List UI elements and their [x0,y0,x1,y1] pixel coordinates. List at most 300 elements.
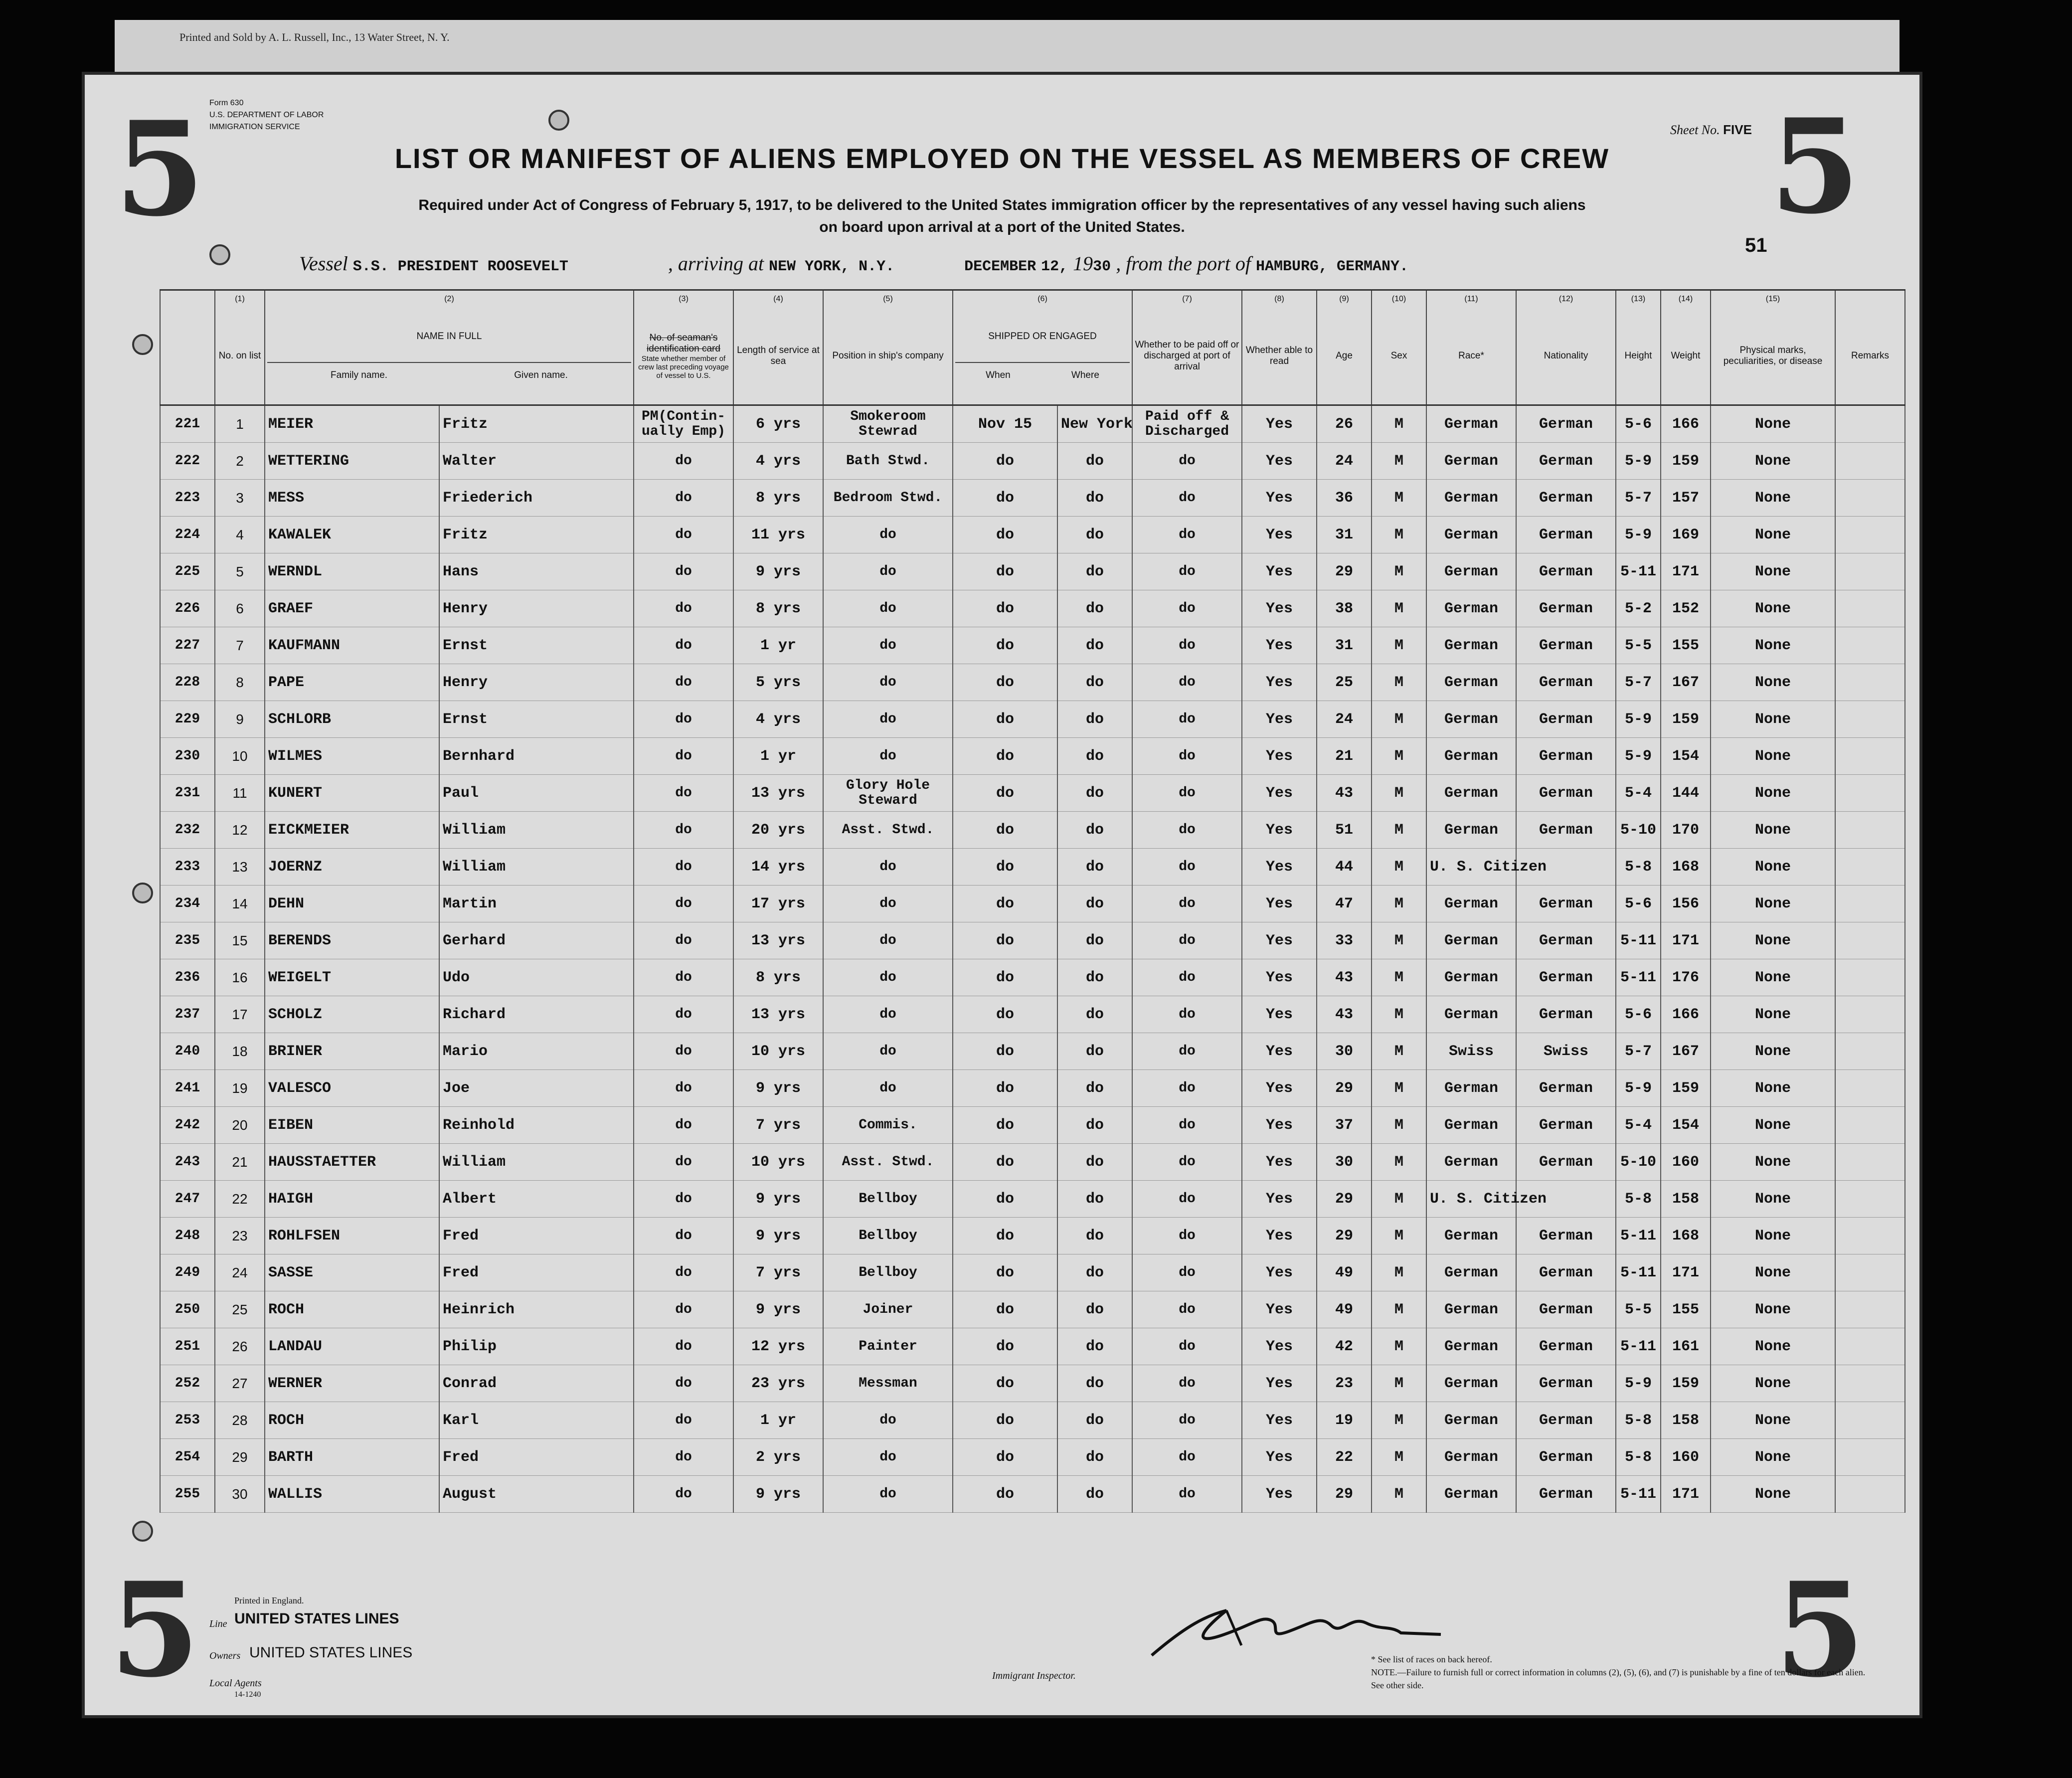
length-of-service: 12 yrs [733,1328,823,1365]
able-to-read: Yes [1242,1144,1317,1181]
shipped-when: do [953,701,1057,738]
header-physical: Physical marks, peculiarities, or disease [1711,308,1835,405]
row-number: 15 [215,922,265,959]
sex: M [1372,1070,1426,1107]
remarks [1835,1402,1905,1439]
height: 5-5 [1616,1291,1661,1328]
row-number: 19 [215,1070,265,1107]
big-number-bottom-left: 5 [110,1554,200,1706]
row-index: 251 [160,1328,215,1365]
weight: 158 [1661,1402,1711,1439]
row-index: 233 [160,849,215,886]
race: German [1426,590,1516,627]
sex: M [1372,627,1426,664]
sex: M [1372,959,1426,996]
shipped-where: do [1057,922,1132,959]
ship-position: do [823,922,953,959]
able-to-read: Yes [1242,812,1317,849]
able-to-read: Yes [1242,1439,1317,1476]
ship-position: do [823,1070,953,1107]
shipped-where: do [1057,1439,1132,1476]
vessel-label: Vessel [299,252,348,275]
binder-hole [209,244,230,265]
given-name: Karl [439,1402,634,1439]
height: 5-9 [1616,738,1661,775]
shipped-when: do [953,443,1057,480]
department: U.S. DEPARTMENT OF LABOR [209,111,324,119]
ship-position: do [823,996,953,1033]
id-card: do [634,886,733,922]
shipped-where: do [1057,1033,1132,1070]
family-name: MESS [265,480,439,517]
height: 5-11 [1616,1476,1661,1513]
nationality: German [1516,812,1616,849]
col-num-blank [1835,290,1905,308]
owners-label: Owners [209,1650,241,1661]
row-number: 24 [215,1254,265,1291]
able-to-read: Yes [1242,553,1317,590]
family-name: WETTERING [265,443,439,480]
physical-marks: None [1711,627,1835,664]
remarks [1835,1476,1905,1513]
race: German [1426,627,1516,664]
shipped-where: do [1057,1070,1132,1107]
shipped-when: do [953,1033,1057,1070]
sex: M [1372,1181,1426,1218]
ship-position: do [823,959,953,996]
remarks [1835,1107,1905,1144]
sex: M [1372,1365,1426,1402]
given-name: August [439,1476,634,1513]
row-number: 27 [215,1365,265,1402]
nationality: German [1516,996,1616,1033]
length-of-service: 2 yrs [733,1439,823,1476]
physical-marks: None [1711,1254,1835,1291]
shipped-when: do [953,1365,1057,1402]
ship-position: do [823,1439,953,1476]
row-number: 10 [215,738,265,775]
remarks [1835,1328,1905,1365]
remarks [1835,1439,1905,1476]
table-row [160,738,1905,775]
family-name: BARTH [265,1439,439,1476]
form-block [209,97,324,133]
shipped-where: do [1057,1144,1132,1181]
ship-position: Bellboy [823,1181,953,1218]
age: 26 [1317,405,1372,443]
height: 5-9 [1616,701,1661,738]
paid-off: do [1132,849,1242,886]
physical-marks: None [1711,590,1835,627]
height: 5-9 [1616,1070,1661,1107]
paid-off: do [1132,553,1242,590]
printed-in-england: Printed in England. [234,1596,304,1605]
family-name: HAIGH [265,1181,439,1218]
race: German [1426,1254,1516,1291]
header-no-on-list: No. on list [215,308,265,405]
header-nationality: Nationality [1516,308,1616,405]
sex: M [1372,1033,1426,1070]
family-name: WERNER [265,1365,439,1402]
given-name: Ernst [439,627,634,664]
remarks [1835,959,1905,996]
family-name: HAUSSTAETTER [265,1144,439,1181]
remarks [1835,590,1905,627]
note-fine: NOTE.—Failure to furnish full or correct information in columns (2), (5), (6), and (7) is punishable by a fine of ten dollars for each alien. See other side. [1371,1667,1866,1690]
header-where: Where [1071,370,1099,380]
nationality: German [1516,959,1616,996]
back-sheet-edge [115,20,1899,81]
height: 5-10 [1616,1144,1661,1181]
table-row [160,1181,1905,1218]
row-number: 7 [215,627,265,664]
physical-marks: None [1711,775,1835,812]
length-of-service: 1 yr [733,627,823,664]
sex: M [1372,1144,1426,1181]
age: 43 [1317,775,1372,812]
row-index: 223 [160,480,215,517]
remarks [1835,1144,1905,1181]
id-card: do [634,627,733,664]
row-index: 249 [160,1254,215,1291]
shipped-when: do [953,1328,1057,1365]
length-of-service: 9 yrs [733,553,823,590]
race: German [1426,812,1516,849]
table-row [160,922,1905,959]
nationality: German [1516,1070,1616,1107]
paid-off: do [1132,1402,1242,1439]
row-index: 247 [160,1181,215,1218]
nationality: German [1516,1218,1616,1254]
age: 21 [1317,738,1372,775]
physical-marks: None [1711,996,1835,1033]
paid-off: do [1132,1107,1242,1144]
shipped-when: Nov 15 [953,405,1057,443]
shipped-when: do [953,1254,1057,1291]
remarks [1835,553,1905,590]
paid-off: do [1132,1476,1242,1513]
row-number: 6 [215,590,265,627]
ship-position: do [823,517,953,553]
age: 19 [1317,1402,1372,1439]
remarks [1835,1218,1905,1254]
able-to-read: Yes [1242,959,1317,996]
nationality: German [1516,627,1616,664]
length-of-service: 9 yrs [733,1476,823,1513]
header-age: Age [1317,308,1372,405]
col-num-blank [160,290,215,308]
race: U. S. Citizen [1426,849,1516,886]
given-name: Fred [439,1254,634,1291]
given-name: Philip [439,1328,634,1365]
col-num: (12) [1516,290,1616,308]
physical-marks: None [1711,405,1835,443]
year-prefix: 19 [1073,252,1093,275]
nationality: German [1516,1439,1616,1476]
ship-position: do [823,1033,953,1070]
shipped-where: do [1057,590,1132,627]
id-card: do [634,1033,733,1070]
paid-off: do [1132,1254,1242,1291]
id-card: do [634,517,733,553]
weight: 171 [1661,1254,1711,1291]
nationality: German [1516,553,1616,590]
paid-off: do [1132,1181,1242,1218]
weight: 166 [1661,405,1711,443]
ship-position: Joiner [823,1291,953,1328]
sex: M [1372,775,1426,812]
nationality: German [1516,443,1616,480]
id-card: do [634,1402,733,1439]
row-index: 241 [160,1070,215,1107]
remarks [1835,1291,1905,1328]
arrival-month: DECEMBER [964,258,1036,275]
remarks [1835,849,1905,886]
length-of-service: 6 yrs [733,405,823,443]
shipped-where: do [1057,627,1132,664]
table-row [160,1476,1905,1513]
id-card: do [634,1181,733,1218]
inspector-label: Immigrant Inspector. [992,1670,1076,1681]
ship-position: do [823,590,953,627]
row-index: 253 [160,1402,215,1439]
physical-marks: None [1711,1181,1835,1218]
physical-marks: None [1711,1328,1835,1365]
height: 5-6 [1616,886,1661,922]
length-of-service: 7 yrs [733,1254,823,1291]
row-index: 237 [160,996,215,1033]
row-index: 243 [160,1144,215,1181]
age: 33 [1317,922,1372,959]
col-num: (4) [733,290,823,308]
paid-off: do [1132,590,1242,627]
remarks [1835,517,1905,553]
col-num: (7) [1132,290,1242,308]
weight: 170 [1661,812,1711,849]
row-number: 20 [215,1107,265,1144]
shipped-when: do [953,590,1057,627]
race: German [1426,1107,1516,1144]
family-name: ROCH [265,1402,439,1439]
id-card: do [634,1328,733,1365]
able-to-read: Yes [1242,480,1317,517]
paid-off: do [1132,1033,1242,1070]
paid-off: do [1132,480,1242,517]
remarks [1835,996,1905,1033]
shipped-where: do [1057,886,1132,922]
row-number: 18 [215,1033,265,1070]
ship-position: do [823,627,953,664]
manifest-page [85,75,1919,1715]
row-index: 255 [160,1476,215,1513]
height: 5-11 [1616,1254,1661,1291]
id-card: do [634,812,733,849]
big-number-top-left: 5 [115,93,205,245]
sheet-number [1670,122,1752,138]
weight: 169 [1661,517,1711,553]
shipped-where: do [1057,1402,1132,1439]
height: 5-9 [1616,443,1661,480]
weight: 144 [1661,775,1711,812]
given-name: Reinhold [439,1107,634,1144]
weight: 154 [1661,1107,1711,1144]
header-paid-off: Whether to be paid off or discharged at port of arrival [1132,308,1242,405]
length-of-service: 7 yrs [733,1107,823,1144]
family-name: BRINER [265,1033,439,1070]
col-num: (13) [1616,290,1661,308]
table-row [160,1328,1905,1365]
subtitle-line-1: Required under Act of Congress of February 5, 1917, to be delivered to the United States immigration officer by the representatives of any vessel having such aliens [418,197,1586,213]
nationality: German [1516,1254,1616,1291]
family-name: JOERNZ [265,849,439,886]
height: 5-7 [1616,480,1661,517]
family-name: KAWALEK [265,517,439,553]
sex: M [1372,405,1426,443]
given-name: Fritz [439,517,634,553]
height: 5-10 [1616,812,1661,849]
paid-off: Paid off & Discharged [1132,405,1242,443]
shipped-where: New York [1057,405,1132,443]
shipped-where: do [1057,1365,1132,1402]
given-name: Fritz [439,405,634,443]
able-to-read: Yes [1242,1328,1317,1365]
col-num: (6) [953,290,1132,308]
row-index: 228 [160,664,215,701]
physical-marks: None [1711,738,1835,775]
family-name: ROCH [265,1291,439,1328]
nationality: German [1516,517,1616,553]
paid-off: do [1132,959,1242,996]
physical-marks: None [1711,1365,1835,1402]
length-of-service: 9 yrs [733,1291,823,1328]
row-number: 26 [215,1328,265,1365]
length-of-service: 1 yr [733,1402,823,1439]
table-row [160,664,1905,701]
physical-marks: None [1711,443,1835,480]
table-row [160,1107,1905,1144]
weight: 171 [1661,922,1711,959]
header-when: When [986,370,1011,380]
paid-off: do [1132,1328,1242,1365]
remarks [1835,886,1905,922]
table-row [160,443,1905,480]
id-card: do [634,1070,733,1107]
able-to-read: Yes [1242,701,1317,738]
header-blank [160,308,215,405]
race: German [1426,1070,1516,1107]
height: 5-4 [1616,1107,1661,1144]
shipped-where: do [1057,738,1132,775]
able-to-read: Yes [1242,517,1317,553]
owners-value: UNITED STATES LINES [249,1644,413,1661]
able-to-read: Yes [1242,1181,1317,1218]
binder-hole [132,334,153,355]
agents-label: Local Agents [209,1678,262,1689]
header-given-name: Given name. [514,370,568,380]
table-row [160,1033,1905,1070]
remarks [1835,738,1905,775]
column-header-row [160,308,1905,405]
physical-marks: None [1711,812,1835,849]
height: 5-11 [1616,922,1661,959]
row-number: 13 [215,849,265,886]
sex: M [1372,886,1426,922]
age: 25 [1317,664,1372,701]
weight: 176 [1661,959,1711,996]
binder-hole [132,883,153,903]
height: 5-7 [1616,1033,1661,1070]
row-number: 30 [215,1476,265,1513]
paid-off: do [1132,1365,1242,1402]
shipped-where: do [1057,959,1132,996]
length-of-service: 10 yrs [733,1144,823,1181]
header-sex: Sex [1372,308,1426,405]
shipped-where: do [1057,849,1132,886]
header-family-name: Family name. [331,370,388,380]
ship-position: Messman [823,1365,953,1402]
race: German [1426,517,1516,553]
weight: 168 [1661,1218,1711,1254]
sheet-label: Sheet No. [1670,123,1720,137]
shipped-when: do [953,738,1057,775]
paid-off: do [1132,812,1242,849]
ship-position: do [823,1402,953,1439]
physical-marks: None [1711,701,1835,738]
shipped-when: do [953,812,1057,849]
age: 49 [1317,1254,1372,1291]
able-to-read: Yes [1242,886,1317,922]
length-of-service: 9 yrs [733,1070,823,1107]
sex: M [1372,996,1426,1033]
physical-marks: None [1711,886,1835,922]
header-id-card [634,308,733,405]
given-name: William [439,1144,634,1181]
weight: 171 [1661,553,1711,590]
row-index: 231 [160,775,215,812]
row-index: 254 [160,1439,215,1476]
nationality: German [1516,1107,1616,1144]
row-number: 21 [215,1144,265,1181]
shipped-when: do [953,480,1057,517]
vessel-line [299,252,1408,275]
remarks [1835,922,1905,959]
remarks [1835,1181,1905,1218]
age: 49 [1317,1291,1372,1328]
row-index: 222 [160,443,215,480]
physical-marks: None [1711,1070,1835,1107]
remarks [1835,812,1905,849]
service: IMMIGRATION SERVICE [209,123,300,131]
id-card: do [634,1291,733,1328]
age: 29 [1317,1476,1372,1513]
from-port: HAMBURG, GERMANY. [1255,258,1408,275]
header-able-read: Whether able to read [1242,308,1317,405]
ship-position: do [823,553,953,590]
height: 5-2 [1616,590,1661,627]
header-length-service: Length of service at sea [733,308,823,405]
paid-off: do [1132,738,1242,775]
height: 5-6 [1616,996,1661,1033]
shipped-when: do [953,553,1057,590]
header-shipped [953,308,1132,405]
table-row [160,996,1905,1033]
paid-off: do [1132,996,1242,1033]
race: German [1426,1144,1516,1181]
row-index: 232 [160,812,215,849]
given-name: Conrad [439,1365,634,1402]
family-name: SASSE [265,1254,439,1291]
sex: M [1372,590,1426,627]
